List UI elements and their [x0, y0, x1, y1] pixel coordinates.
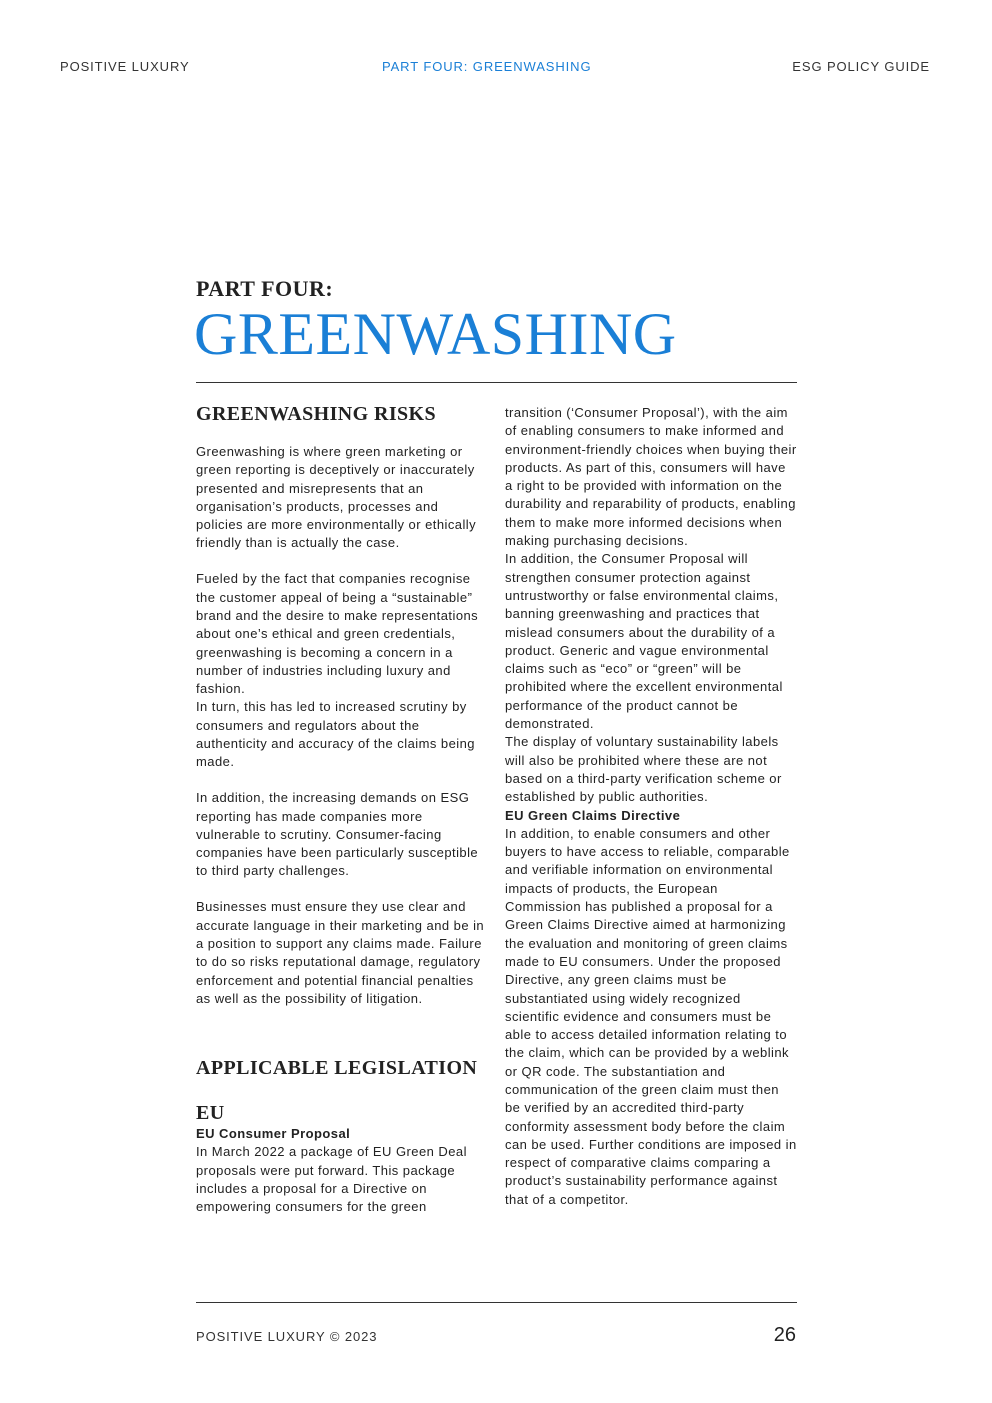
consumer-proposal-protection: In addition, the Consumer Proposal will strengthen consumer protection against untrustworthy or false environmental claims, banning greenwashing and practices that mislead consumers about the durability of a product. Generic and vague environmental claims such as “eco” or “green” will be prohibited where the excellent environmental performance of the product cannot be demonstrated. [505, 551, 783, 732]
applicable-legislation-heading: APPLICABLE LEGISLATION [196, 1057, 478, 1080]
consumer-proposal-continued: transition (‘Consumer Proposal’), with the aim of enabling consumers to make informed and environment-friendly choices when buying their products. As part of this, consumers will have a right to be provided with information on the durability and reparability of products, enabling them to make more informed decisions when making purchasing decisions. [505, 405, 797, 549]
header-guide-title: ESG POLICY GUIDE [792, 59, 930, 74]
greenwashing-risks-heading: GREENWASHING RISKS [196, 403, 437, 425]
eu-heading: EU [196, 1102, 225, 1125]
left-column [196, 402, 488, 1217]
header-brand: POSITIVE LUXURY [60, 59, 190, 74]
footer-copyright: POSITIVE LUXURY © 2023 [196, 1329, 378, 1344]
bottom-divider [196, 1302, 797, 1303]
top-divider [196, 382, 797, 383]
risks-paragraph-1: Greenwashing is where green marketing or green reporting is deceptively or inaccurately presented and misrepresents that an organisation’s products, processes and policies are more environmentally or ethically friendly than is actually the case. [196, 444, 477, 551]
consumer-proposal-labels: The display of voluntary sustainability labels will also be prohibited where these are not based on a third-party verification scheme or established by public authorities. [505, 734, 782, 805]
green-claims-text: In addition, to enable consumers and other buyers to have access to reliable, comparable and verifiable information on environmental impacts of products, the European Commission has published a proposal for a Green Claims Directive aimed at harmonizing the evaluation and monitoring of green claims made to EU consumers. Under the proposed Directive, any green claims must be substantiated using widely recognized scientific evidence and consumers must be able to access detailed information relating to the claim, which can be provided by a weblink or QR code. The substantiation and communication of the green claim must then be verified by an accredited third-party conformity assessment body before the claim can be used. Further conditions are imposed in respect of comparative claims comparing a product’s sustainability performance against that of a competitor. [505, 825, 797, 1207]
right-column [505, 404, 797, 1209]
page-title: GREENWASHING [194, 301, 677, 367]
eu-green-claims-heading: EU Green Claims Directive [505, 807, 681, 823]
risks-paragraph-4: Businesses must ensure they use clear and accurate language in their marketing and be in a position to support any claims made. Failure to do so risks reputational damage, regulatory enforcement and potential financial penalties as well as the possibility of litigation. [196, 899, 485, 1006]
part-kicker: PART FOUR: [196, 276, 334, 301]
header-section-title: PART FOUR: GREENWASHING [382, 59, 592, 74]
consumer-proposal-text: In March 2022 a package of EU Green Deal proposals were put forward. This package includes a proposal for a Directive on empowering consumers for the green [196, 1144, 467, 1215]
page-number: 26 [773, 1324, 796, 1346]
risks-paragraph-2b: In turn, this has led to increased scrutiny by consumers and regulators about the authenticity and accuracy of the claims being made. [196, 699, 475, 770]
risks-paragraph-3: In addition, the increasing demands on ESG reporting has made companies more vulnerable to scrutiny. Consumer-facing companies have been particularly susceptible to third party challenges. [196, 790, 479, 879]
eu-consumer-proposal-heading: EU Consumer Proposal [196, 1126, 351, 1142]
risks-paragraph-2: Fueled by the fact that companies recognise the customer appeal of being a “sustainable” brand and the desire to make representations about one’s ethical and green credentials, greenwashing is becoming a concern in a number of industries including luxury and fashion. [196, 571, 479, 697]
